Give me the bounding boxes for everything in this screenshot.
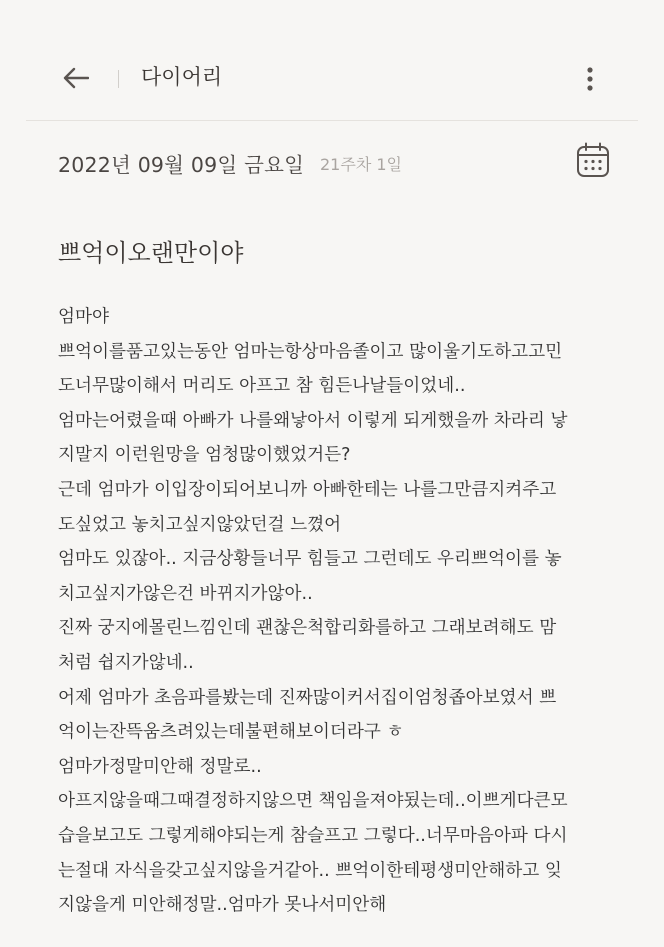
back-button[interactable] [56, 58, 96, 98]
page-title: 다이어리 [141, 65, 223, 89]
body-line: 아프지않을때그때결정하지않으면 책임을져야됬는데..이쁘게다큰모 [58, 791, 568, 812]
more-options-button[interactable] [574, 59, 606, 99]
body-line: 엄마야 [58, 307, 109, 327]
body-line: 치고싶지가않은건 바뀌지가않아.. [58, 583, 313, 604]
date-bar [0, 130, 664, 190]
body-line: 는절대 자식을갖고싶지않을거같아.. 쁘억이한테평생미안해하고 잊 [58, 860, 562, 881]
body-line: 도싶었고 놓치고싶지않았던걸 느꼈어 [58, 514, 342, 535]
header-separator [118, 70, 119, 88]
body-line: 엄마가정말미안해 정말로.. [58, 756, 262, 777]
entry-week: 21주차 1일 [320, 155, 402, 174]
more-vertical-icon [586, 66, 594, 92]
entry-body[interactable] [58, 300, 628, 923]
body-line: 지않을게 미안해정말..엄마가 못나서미안해 [58, 895, 387, 916]
body-line: 억이는잔뜩움츠려있는데불편해보이더라구 ㅎ [58, 722, 404, 743]
body-line: 습을보고도 그렇게해야되는게 참슬프고 그렇다..너무마음아파 다시 [58, 825, 568, 846]
body-line: 지말지 이런원망을 엄청많이했었거든? [58, 445, 351, 466]
header-divider [26, 120, 638, 121]
arrow-left-icon [63, 67, 89, 89]
body-line: 쁘억이를품고있는동안 엄마는항상마음졸이고 많이울기도하고고민 [58, 341, 563, 362]
entry-date: 2022년 09월 09일 금요일 [58, 153, 305, 177]
entry-title: 쁘억이오랜만이야 [58, 239, 244, 267]
body-line: 진짜 궁지에몰린느낌인데 괜찮은척합리화를하고 그래보려해도 맘 [58, 618, 557, 639]
body-line: 엄마는어렸을때 아빠가 나를왜낳아서 이렇게 되게했을까 차라리 낳 [58, 410, 568, 431]
body-line: 처럼 쉽지가않네.. [58, 652, 194, 673]
body-line: 근데 엄마가 이입장이되어보니까 아빠한테는 나를그만큼지켜주고 [58, 479, 557, 500]
app-header [0, 0, 664, 118]
calendar-icon [576, 142, 610, 178]
body-line: 엄마도 있잖아.. 지금상황들너무 힘들고 그런데도 우리쁘억이를 놓 [58, 549, 562, 570]
calendar-button[interactable] [576, 142, 610, 178]
body-line: 도너무많이해서 머리도 아프고 참 힘든나날들이었네.. [58, 376, 466, 397]
body-line: 어제 엄마가 초음파를봤는데 진짜많이커서집이엄청좁아보였서 쁘 [58, 687, 557, 708]
